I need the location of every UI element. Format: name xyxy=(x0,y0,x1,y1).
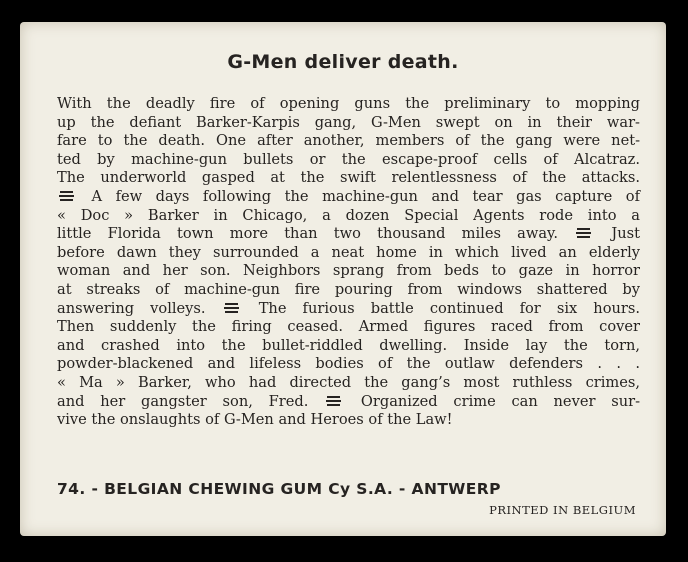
body-text-run: ted by machine-gun bullets or the escape-proof cells of Alcatraz. xyxy=(57,150,640,168)
body-text-run: Just xyxy=(595,225,641,243)
trading-card xyxy=(20,22,666,536)
body-line xyxy=(57,188,640,207)
body-line xyxy=(57,318,640,337)
section-separator-icon xyxy=(59,189,74,202)
body-line xyxy=(57,262,640,281)
body-line xyxy=(57,114,640,133)
body-line xyxy=(57,132,640,151)
body-text-run: up the defiant Barker-Karpis gang, G-Men swept on in their war- xyxy=(57,113,640,131)
card-title: G-Men deliver death. xyxy=(227,51,459,73)
body-text-run: and crashed into the bullet-riddled dwelling. Inside lay the torn, xyxy=(57,336,640,354)
body-text-run: fare to the death. One after another, members of the gang were net- xyxy=(57,132,640,150)
body-line xyxy=(57,337,640,356)
body-line xyxy=(57,207,640,226)
body-text-run: With the deadly fire of opening guns the preliminary to mopping xyxy=(57,95,640,112)
body-text-run: little Florida town more than two thousand miles away. xyxy=(57,225,575,243)
body-line xyxy=(57,225,640,244)
body-text-run: and her gangster son, Fred. xyxy=(57,392,325,410)
body-line xyxy=(57,169,640,188)
body-text-run: A few days following the machine-gun and tear gas capture of xyxy=(78,187,640,205)
body-line xyxy=(57,374,640,393)
body-text-run: powder-blackened and lifeless bodies of the outlaw defenders . . . xyxy=(57,355,640,373)
body-line xyxy=(57,95,640,114)
section-separator-icon xyxy=(326,394,341,407)
body-line xyxy=(57,411,640,430)
printed-in-label: PRINTED IN BELGIUM xyxy=(489,503,636,517)
body-line xyxy=(57,355,640,374)
section-separator-icon xyxy=(224,301,239,314)
body-text-run: The underworld gasped at the swift relentlessness of the attacks. xyxy=(57,169,640,187)
body-text-run: « Doc » Barker in Chicago, a dozen Special Agents rode into a xyxy=(57,206,640,224)
card-footer-publisher: 74. - BELGIAN CHEWING GUM Cy S.A. - ANTWERP xyxy=(57,480,501,498)
body-line xyxy=(57,281,640,300)
card-body-text xyxy=(57,95,640,430)
body-text-run: « Ma » Barker, who had directed the gang’s most ruthless crimes, xyxy=(57,373,640,391)
body-text-run: Then suddenly the firing ceased. Armed figures raced from cover xyxy=(57,318,640,336)
body-text-run: at streaks of machine-gun fire pouring from windows shattered by xyxy=(57,280,640,298)
body-text-run: before dawn they surrounded a neat home in which lived an elderly xyxy=(57,243,640,261)
body-line xyxy=(57,393,640,412)
body-line xyxy=(57,244,640,263)
body-text-run: The furious battle continued for six hours. xyxy=(242,299,640,317)
body-line xyxy=(57,151,640,170)
section-separator-icon xyxy=(576,226,591,239)
body-text-run: woman and her son. Neighbors sprang from beds to gaze in horror xyxy=(57,262,640,280)
body-text-run: answering volleys. xyxy=(57,299,222,317)
body-text-run: vive the onslaughts of G-Men and Heroes of the Law! xyxy=(57,411,453,429)
body-line xyxy=(57,300,640,319)
body-text-run: Organized crime can never sur- xyxy=(345,392,641,410)
